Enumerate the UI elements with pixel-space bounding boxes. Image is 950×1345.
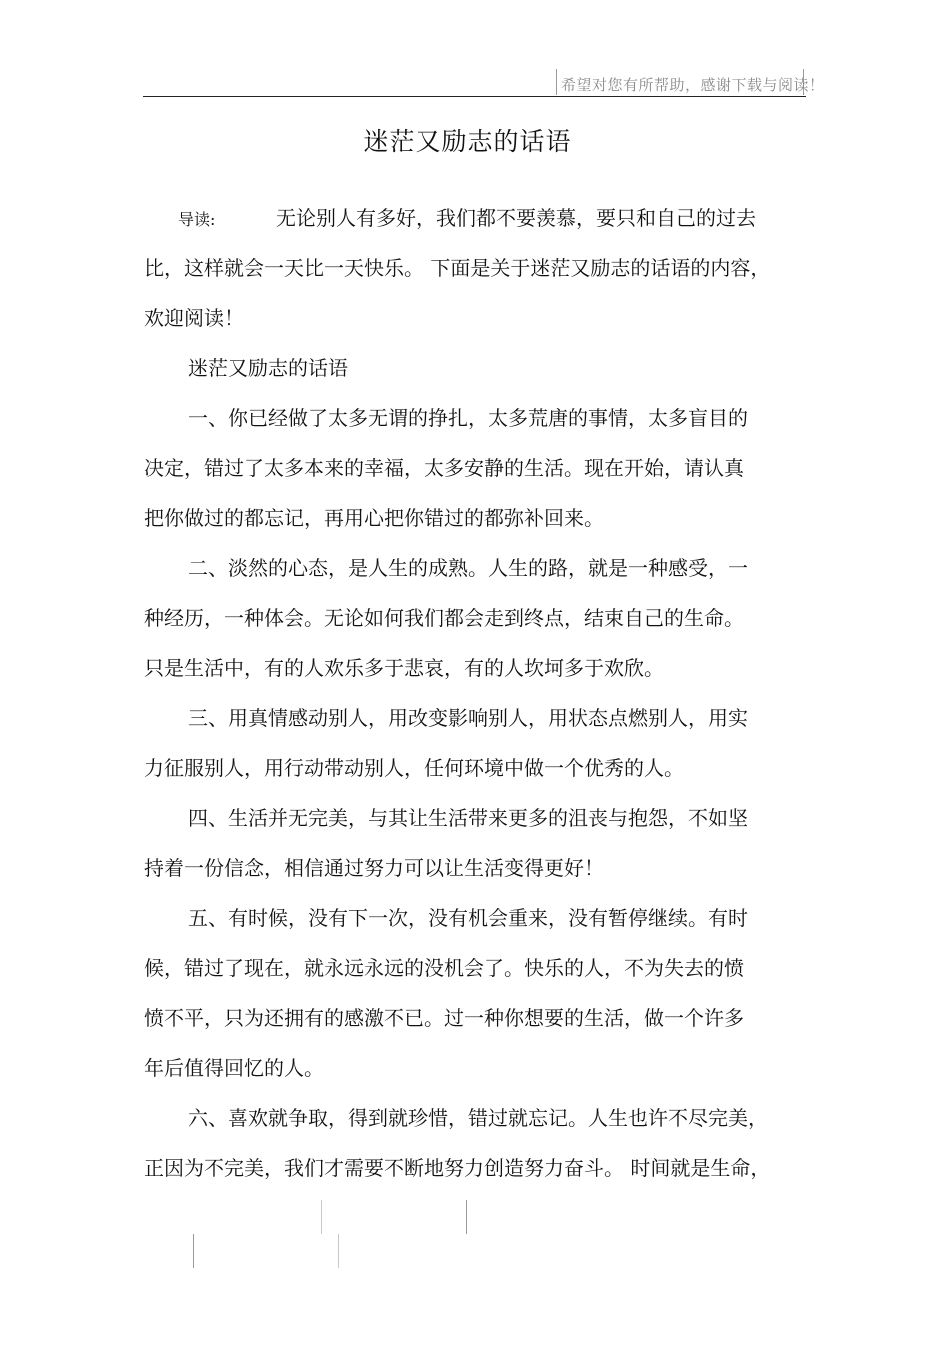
paragraph-line: 比，这样就会一天比一天快乐。 下面是关于迷茫又励志的话语的内容， [144, 256, 771, 280]
paragraph-line: 年后值得回忆的人。 [144, 1056, 324, 1080]
paragraph-line: 三、用真情感动别人，用改变影响别人，用状态点燃别人，用实 [188, 706, 748, 730]
paragraph-line: 六、喜欢就争取，得到就珍惜，错过就忘记。人生也许不尽完美， [188, 1106, 768, 1130]
header-watermark-text: 希望对您有所帮助，感谢下载与阅读！ [561, 76, 825, 94]
paragraph-line: 决定，错过了太多本来的幸福，太多安静的生活。现在开始，请认真 [144, 456, 744, 480]
section-heading: 迷茫又励志的话语 [188, 356, 348, 380]
guide-label: 导读: [178, 210, 216, 229]
footer-divider [338, 1234, 339, 1268]
paragraph-line: 欢迎阅读！ [144, 306, 244, 330]
footer-divider [466, 1200, 467, 1234]
paragraph-line: 一、你已经做了太多无谓的挣扎，太多荒唐的事情，太多盲目的 [188, 406, 748, 430]
document-title: 迷茫又励志的话语 [363, 127, 572, 156]
paragraph-line: 四、生活并无完美，与其让生活带来更多的沮丧与抱怨，不如坚 [188, 806, 748, 830]
footer-divider [321, 1200, 322, 1234]
paragraph-line: 二、淡然的心态，是人生的成熟。人生的路，就是一种感受，一 [188, 556, 748, 580]
paragraph-line: 把你做过的都忘记，再用心把你错过的都弥补回来。 [144, 506, 604, 530]
paragraph-line: 正因为不完美，我们才需要不断地努力创造努力奋斗。 时间就是生命， [144, 1156, 771, 1180]
paragraph-line: 持着一份信念，相信通过努力可以让生活变得更好！ [144, 856, 604, 880]
paragraph-line: 候，错过了现在，就永远永远的没机会了。快乐的人，不为失去的愤 [144, 956, 744, 980]
paragraph-line: 无论别人有多好，我们都不要羡慕，要只和自己的过去 [276, 206, 756, 230]
paragraph-line: 五、有时候，没有下一次，没有机会重来，没有暂停继续。有时 [188, 906, 748, 930]
header-divider [143, 96, 806, 97]
paragraph-line: 愤不平，只为还拥有的感激不已。过一种你想要的生活，做一个许多 [144, 1006, 744, 1030]
footer-divider [193, 1234, 194, 1268]
paragraph-line: 只是生活中，有的人欢乐多于悲哀，有的人坎坷多于欢欣。 [144, 656, 664, 680]
paragraph-line: 力征服别人，用行动带动别人，任何环境中做一个优秀的人。 [144, 756, 684, 780]
paragraph-line: 种经历，一种体会。无论如何我们都会走到终点，结束自己的生命。 [144, 606, 744, 630]
